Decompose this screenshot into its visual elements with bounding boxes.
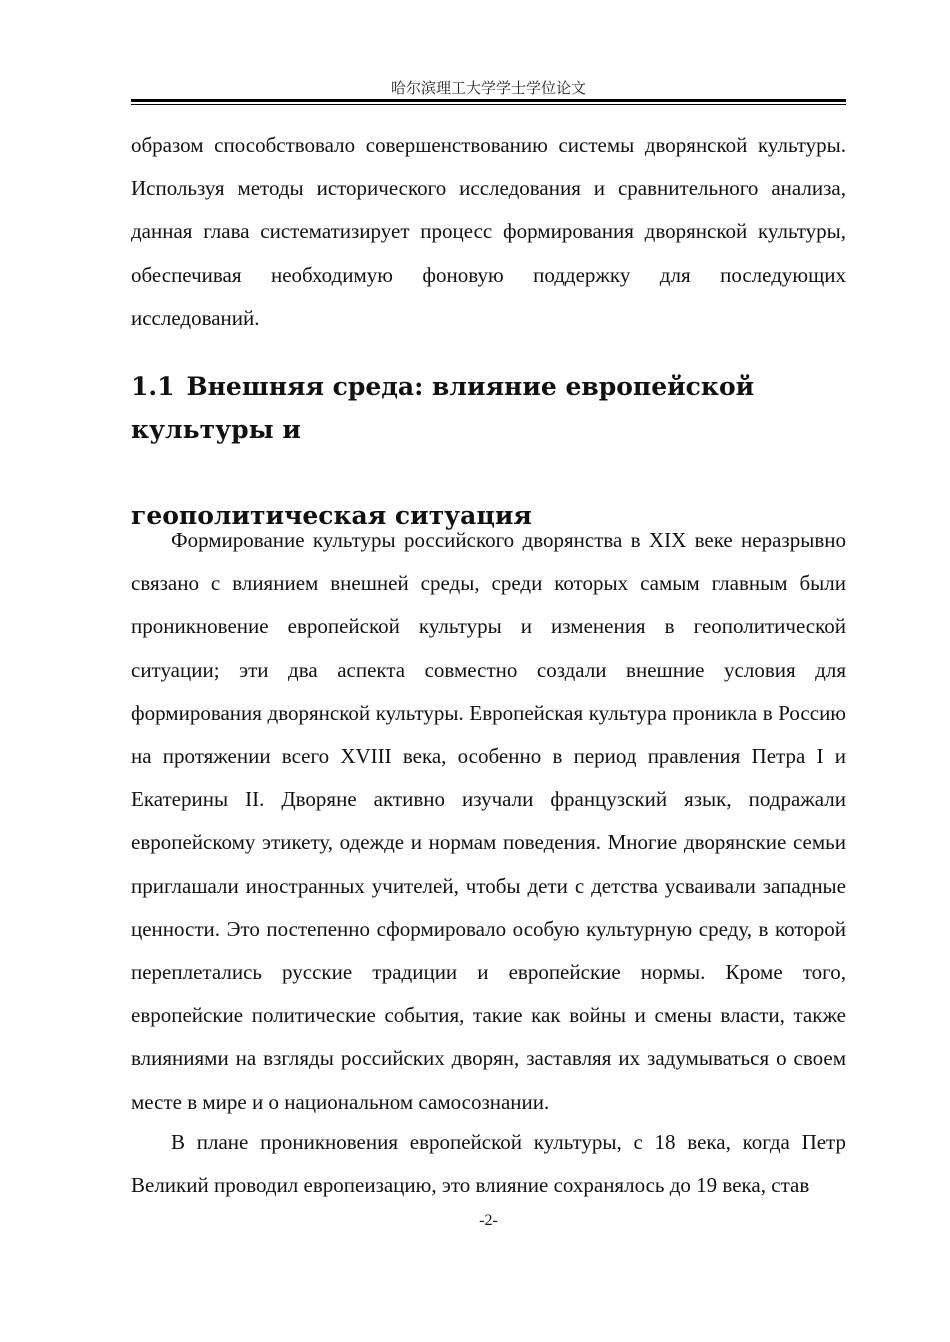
section-title-line1: Внешняя среда: влияние европейской культуры и <box>131 372 755 444</box>
section-number: 1.1 <box>131 372 175 401</box>
section-title-line2: геополитическая ситуация <box>131 501 532 530</box>
running-header: 哈尔滨理工大学学士学位论文 <box>390 79 586 97</box>
header-rule-thin <box>131 104 846 105</box>
header-rule-thick <box>131 99 846 102</box>
page-number: -2- <box>479 1212 498 1229</box>
paragraph-body: Формирование культуры российского дворянства в XIX веке неразрывно связано с влиянием внешней среды, среди которых самым главным были проникновение европейской культуры и изменения в геополитической ситуации; эти два аспекта совместно создали внешние условия для формирования дворянской культуры. Европейская культура проникла в Россию на протяжении всего XVIII века, особенно в период правления Петра I и Екатерины II. Дворяне активно изучали французский язык, подражали европейскому этикету, одежде и нормам поведения. Многие дворянские семьи приглашали иностранных учителей, чтобы дети с детства усваивали западные ценности. Это постепенно сформировало особую культурную среду, в которой переплетались русские традиции и европейские нормы. Кроме того, европейские политические события, такие как войны и смены власти, также влияниями на взгляды российских дворян, заставляя их задумываться о своем месте в мире и о национальном самосознании. <box>131 528 846 1114</box>
section-heading <box>131 365 846 537</box>
paragraph-continued: образом способствовало совершенствованию системы дворянской культуры. Используя методы исторического исследования и сравнительного анализа, данная глава систематизирует процесс формирования дворянской культуры, обеспечивая необходимую фоновую поддержку для последующих исследований. <box>131 133 846 330</box>
paragraph-body-next: В плане проникновения европейской культуры, с 18 века, когда Петр Великий проводил европеизацию, это влияние сохранялось до 19 века, став <box>131 1130 846 1198</box>
